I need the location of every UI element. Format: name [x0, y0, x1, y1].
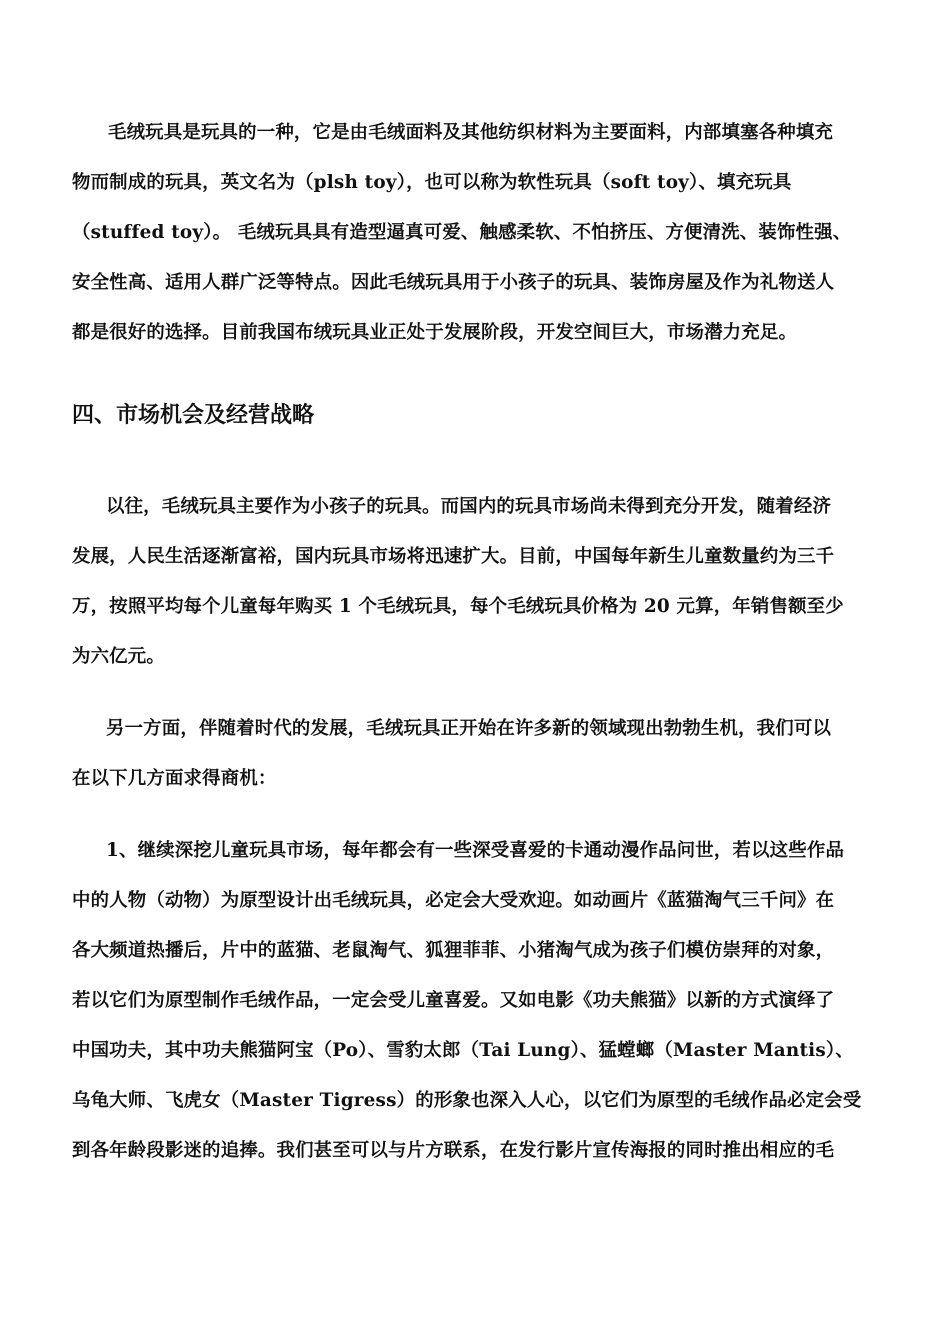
- market-line-2: 发展，人民生活逐渐富裕，国内玩具市场将迅速扩大。目前，中国每年新生儿童数量约为三千: [72, 546, 835, 567]
- point1-line-5: 中国功夫，其中功夫熊猫阿宝（Po）、雪豹太郎（Tai Lung）、猛螳螂（Master Mantis）、: [72, 1040, 854, 1061]
- other-line-1: 另一方面，伴随着时代的发展，毛绒玩具正开始在许多新的领域现出勃勃生机，我们可以: [106, 718, 832, 739]
- point1-line-3: 各大频道热播后，片中的蓝猫、老鼠淘气、狐狸菲菲、小猪淘气成为孩子们模仿崇拜的对象，: [72, 940, 835, 961]
- point1-line-1: 1、继续深挖儿童玩具市场，每年都会有一些深受喜爱的卡通动漫作品问世，若以这些作品: [106, 840, 845, 861]
- intro-line-1: 毛绒玩具是玩具的一种，它是由毛绒面料及其他纺织材料为主要面料，内部填塞各种填充: [108, 122, 834, 143]
- market-paragraph: [72, 482, 868, 682]
- intro-line-2: 物而制成的玩具，英文名为（plsh toy），也可以称为软性玩具（soft toy）、填充玩具: [72, 172, 792, 193]
- point1-paragraph: [72, 826, 868, 1176]
- intro-line-3: （stuffed toy）。 毛绒玩具具有造型逼真可爱、触感柔软、不怕挤压、方便清洗、装饰性强、: [72, 222, 852, 243]
- point1-line-2: 中的人物（动物）为原型设计出毛绒玩具，必定会大受欢迎。如动画片《蓝猫淘气三千问》在: [72, 890, 835, 911]
- other-paragraph: [72, 704, 868, 804]
- other-line-2: 在以下几方面求得商机：: [72, 768, 277, 789]
- intro-line-5: 都是很好的选择。目前我国布绒玩具业正处于发展阶段，开发空间巨大，市场潜力充足。: [72, 322, 798, 343]
- market-line-3: 万，按照平均每个儿童每年购买 1 个毛绒玩具，每个毛绒玩具价格为 20 元算，年销售额至少: [72, 596, 844, 617]
- market-line-4: 为六亿元。: [72, 646, 165, 667]
- point1-line-4: 若以它们为原型制作毛绒作品，一定会受儿童喜爱。又如电影《功夫熊猫》以新的方式演绎了: [72, 990, 835, 1011]
- intro-line-4: 安全性高、适用人群广泛等特点。因此毛绒玩具用于小孩子的玩具、装饰房屋及作为礼物送人: [72, 272, 835, 293]
- point1-line-7: 到各年龄段影迷的追捧。我们甚至可以与片方联系，在发行影片宣传海报的同时推出相应的毛: [72, 1140, 835, 1161]
- point1-line-6: 乌龟大师、飞虎女（Master Tigress）的形象也深入人心，以它们为原型的毛绒作品必定会受: [72, 1090, 862, 1111]
- market-line-1: 以往，毛绒玩具主要作为小孩子的玩具。而国内的玩具市场尚未得到充分开发，随着经济: [106, 496, 832, 517]
- document-page: [72, 108, 868, 1176]
- section-heading: 四、市场机会及经营战略: [72, 403, 315, 428]
- intro-paragraph: [72, 108, 868, 358]
